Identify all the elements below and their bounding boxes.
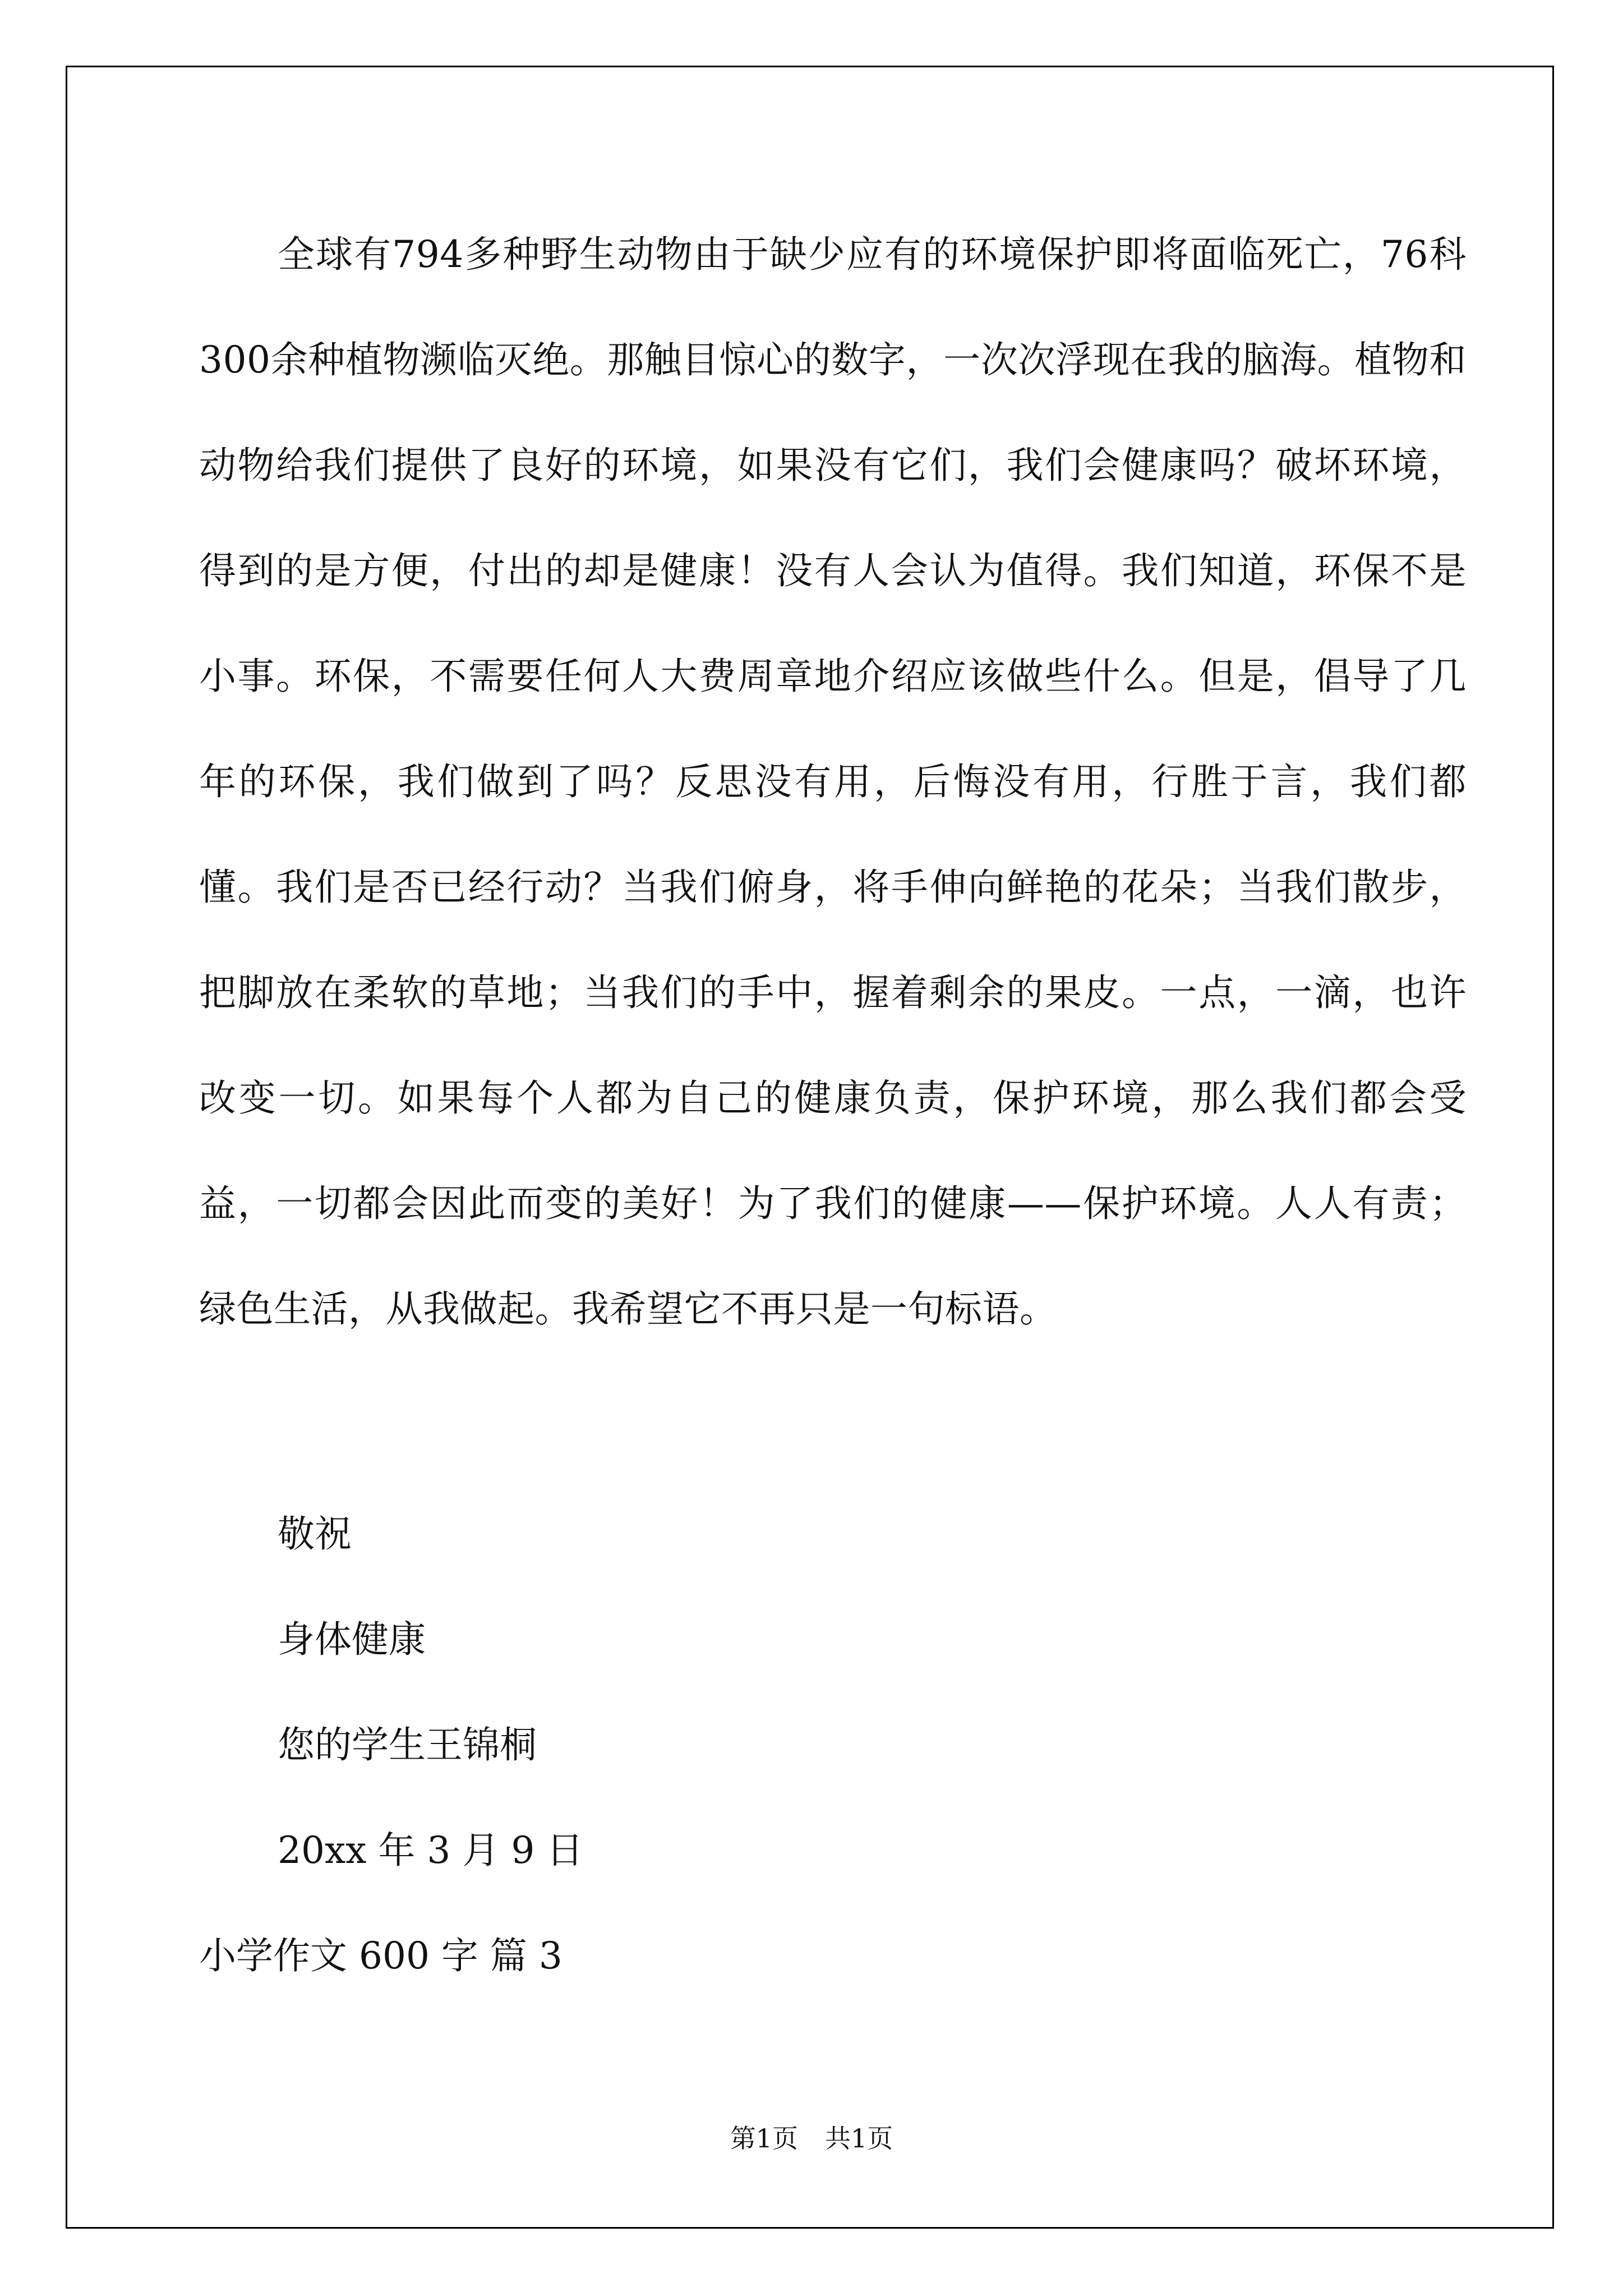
letter-date: 20xx 年 3 月 9 日 bbox=[278, 1829, 584, 1872]
letter-body bbox=[199, 202, 1467, 1362]
closing-greeting: 敬祝 bbox=[278, 1512, 352, 1556]
closing-wish: 身体健康 bbox=[278, 1618, 426, 1661]
page-footer bbox=[0, 2122, 1623, 2155]
signature: 您的学生王锦桐 bbox=[278, 1723, 537, 1766]
page-total: 共1页 bbox=[825, 2123, 893, 2154]
body-paragraph: 全球有794多种野生动物由于缺少应有的环境保护即将面临死亡，76科300余种植物濒临灭绝。那触目惊心的数字，一次次浮现在我的脑海。植物和动物给我们提供了良好的环境，如果没有它们，我们会健康吗？破坏环境，得到的是方便，付出的却是健康！没有人会认为值得。我们知道，环保不是小事。环保，不需要任何人大费周章地介绍应该做些什么。但是，倡导了几年的环保，我们做到了吗？反思没有用，后悔没有用，行胜于言，我们都懂。我们是否已经行动？当我们俯身，将手伸向鲜艳的花朵；当我们散步，把脚放在柔软的草地；当我们的手中，握着剩余的果皮。一点，一滴，也许改变一切。如果每个人都为自己的健康负责，保护环境，那么我们都会受益，一切都会因此而变的美好！为了我们的健康——保护环境。人人有责；绿色生活，从我做起。我希望它不再只是一句标语。 bbox=[199, 233, 1467, 1331]
section-heading: 小学作文 600 字 篇 3 bbox=[199, 1934, 562, 1977]
page-number: 第1页 bbox=[730, 2123, 798, 2154]
